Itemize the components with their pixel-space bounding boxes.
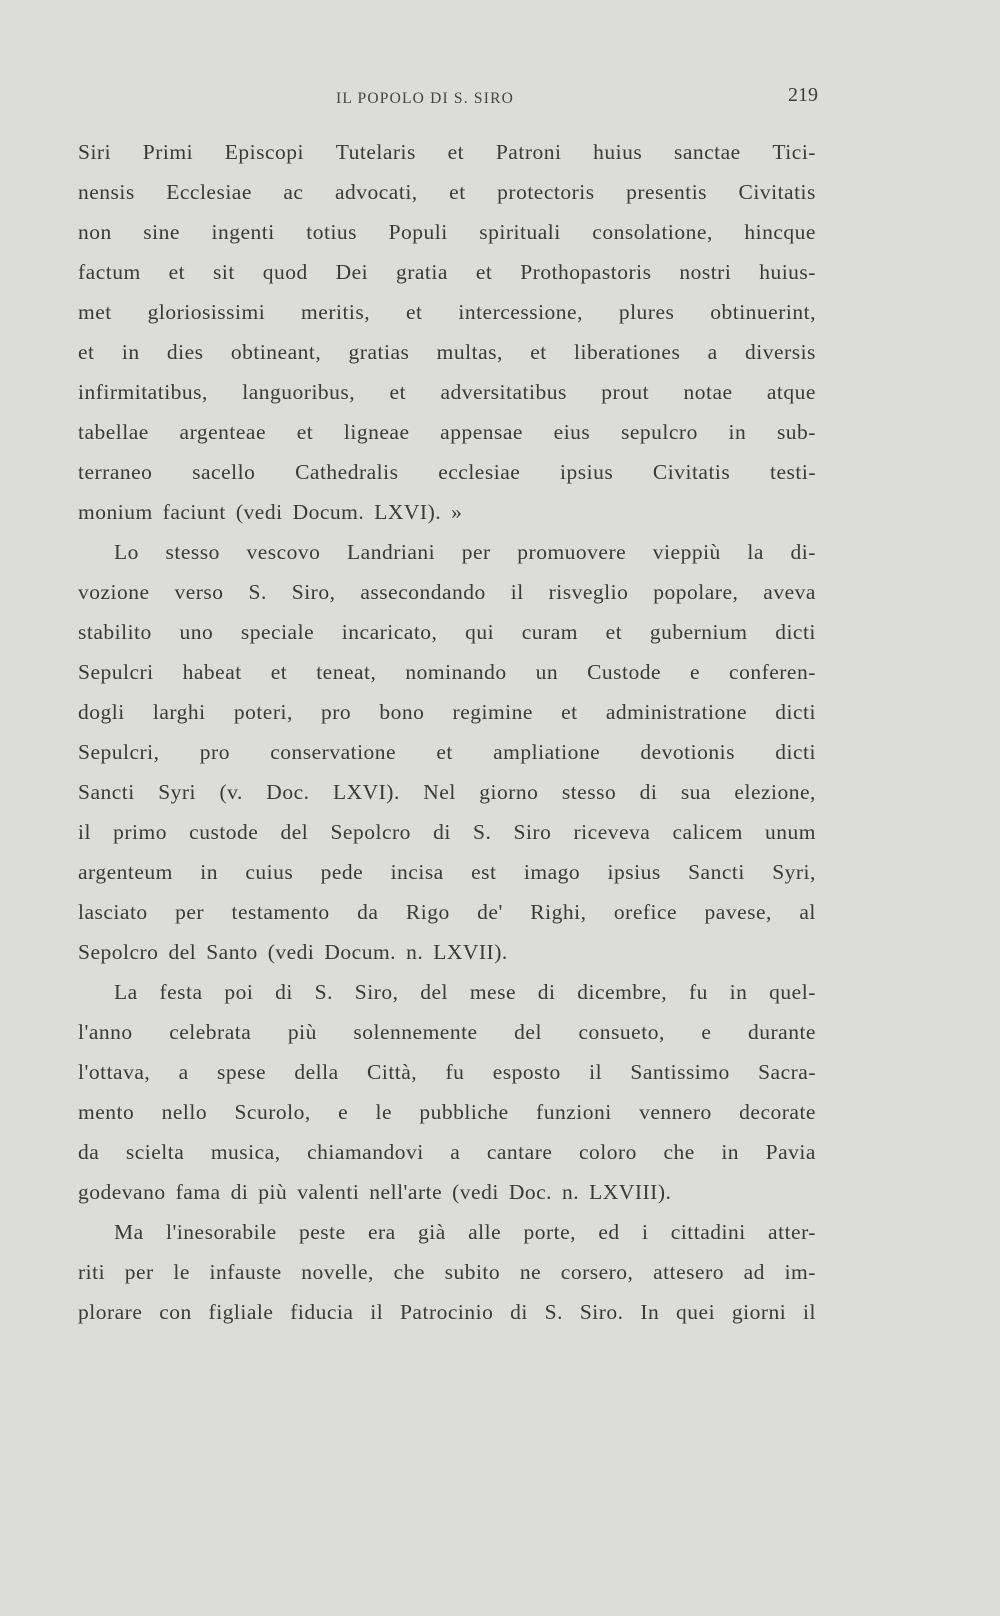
text-line: Sepolcro del Santo (vedi Docum. n. LXVII). — [78, 940, 508, 964]
text-line: nensis Ecclesiae ac advocati, et protectoris presentis Civitatis — [78, 180, 816, 204]
page-body — [78, 132, 816, 1332]
text-line: monium faciunt (vedi Docum. LXVI). » — [78, 500, 463, 524]
text-line: tabellae argenteae et ligneae appensae eius sepulcro in sub- — [78, 420, 816, 444]
text-line: l'anno celebrata più solennemente del consueto, e durante — [78, 1020, 816, 1044]
text-line: Siri Primi Episcopi Tutelaris et Patroni huius sanctae Tici- — [78, 140, 816, 164]
text-line: Sepulcri, pro conservatione et ampliatione devotionis dicti — [78, 740, 816, 764]
text-line: lasciato per testamento da Rigo de' Righi, orefice pavese, al — [78, 900, 816, 924]
paragraph — [78, 1212, 816, 1332]
text-line: l'ottava, a spese della Città, fu esposto il Santissimo Sacra- — [78, 1060, 816, 1084]
text-line: riti per le infauste novelle, che subito ne corsero, attesero ad im- — [78, 1260, 816, 1284]
text-line: Sancti Syri (v. Doc. LXVI). Nel giorno stesso di sua elezione, — [78, 780, 816, 804]
text-line: mento nello Scurolo, e le pubbliche funzioni vennero decorate — [78, 1100, 816, 1124]
text-line: argenteum in cuius pede incisa est imago ipsius Sancti Syri, — [78, 860, 816, 884]
text-line: Sepulcri habeat et teneat, nominando un Custode e conferen- — [78, 660, 816, 684]
text-line: il primo custode del Sepolcro di S. Siro riceveva calicem unum — [78, 820, 816, 844]
text-line: Lo stesso vescovo Landriani per promuovere vieppiù la di- — [114, 540, 816, 564]
page-header — [80, 84, 818, 114]
text-line: et in dies obtineant, gratias multas, et liberationes a diversis — [78, 340, 816, 364]
text-line: met gloriosissimi meritis, et intercessione, plures obtinuerint, — [78, 300, 816, 324]
running-head: IL POPOLO DI S. SIRO — [336, 90, 515, 107]
text-line: dogli larghi poteri, pro bono regimine et administratione dicti — [78, 700, 816, 724]
text-line: vozione verso S. Siro, assecondando il risveglio popolare, aveva — [78, 580, 816, 604]
paragraph — [78, 132, 816, 532]
text-line: La festa poi di S. Siro, del mese di dicembre, fu in quel- — [114, 980, 816, 1004]
text-line: non sine ingenti totius Populi spirituali consolatione, hincque — [78, 220, 816, 244]
text-line: infirmitatibus, languoribus, et adversitatibus prout notae atque — [78, 380, 816, 404]
paragraph — [78, 972, 816, 1212]
text-line: factum et sit quod Dei gratia et Prothopastoris nostri huius- — [78, 260, 816, 284]
text-line: da scielta musica, chiamandovi a cantare coloro che in Pavia — [78, 1140, 816, 1164]
text-line: stabilito uno speciale incaricato, qui curam et gubernium dicti — [78, 620, 816, 644]
text-line: Ma l'inesorabile peste era già alle porte, ed i cittadini atter- — [114, 1220, 816, 1244]
text-line: godevano fama di più valenti nell'arte (vedi Doc. n. LXVIII). — [78, 1180, 672, 1204]
paragraph — [78, 532, 816, 972]
page-number: 219 — [788, 84, 818, 106]
text-line: plorare con figliale fiducia il Patrocinio di S. Siro. In quei giorni il — [78, 1300, 816, 1324]
text-line: terraneo sacello Cathedralis ecclesiae ipsius Civitatis testi- — [78, 460, 816, 484]
